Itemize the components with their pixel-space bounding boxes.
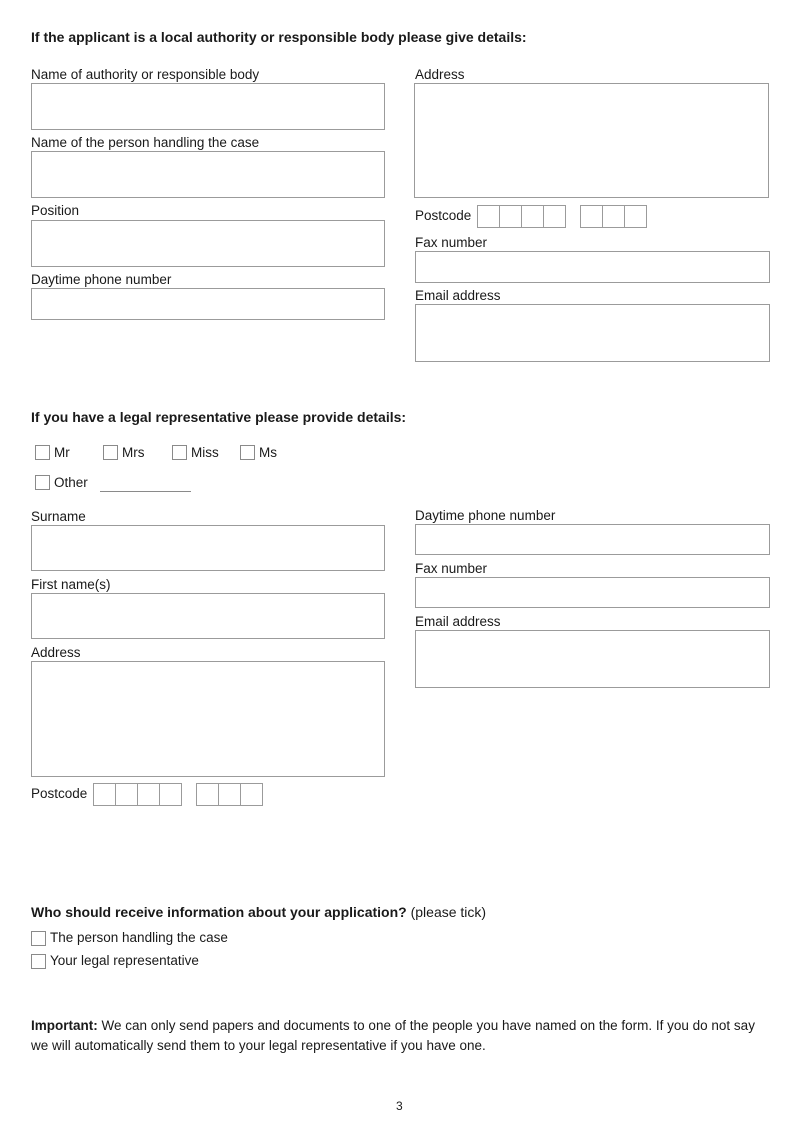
- rep-surname-label: Surname: [31, 509, 86, 524]
- rep-postcode-outward-cells[interactable]: [93, 783, 182, 806]
- rep-phone-label: Daytime phone number: [415, 508, 556, 523]
- postcode-cell[interactable]: [543, 205, 566, 228]
- recipient-case-handler-checkbox[interactable]: [31, 931, 46, 946]
- postcode-cell[interactable]: [477, 205, 500, 228]
- rep-fax-field[interactable]: [415, 577, 770, 608]
- applicant-phone-label: Daytime phone number: [31, 272, 172, 287]
- rep-email-label: Email address: [415, 614, 501, 629]
- recipient-heading-note: (please tick): [410, 904, 487, 920]
- postcode-cell[interactable]: [137, 783, 160, 806]
- title-other-input-line[interactable]: [100, 491, 191, 492]
- rep-firstname-label: First name(s): [31, 577, 111, 592]
- case-handler-name-label: Name of the person handling the case: [31, 135, 260, 150]
- postcode-cell[interactable]: [93, 783, 116, 806]
- rep-firstname-field[interactable]: [31, 593, 385, 639]
- rep-address-field[interactable]: [31, 661, 385, 777]
- title-mr-label: Mr: [54, 445, 70, 460]
- applicant-phone-field[interactable]: [31, 288, 385, 320]
- rep-email-field[interactable]: [415, 630, 770, 688]
- page-number: 3: [396, 1099, 403, 1113]
- important-note: [31, 1016, 761, 1056]
- postcode-cell[interactable]: [499, 205, 522, 228]
- postcode-cell[interactable]: [159, 783, 182, 806]
- section-heading-applicant-body: If the applicant is a local authority or responsible body please give details:: [31, 29, 527, 45]
- title-mrs-checkbox[interactable]: [103, 445, 118, 460]
- rep-fax-label: Fax number: [415, 561, 488, 576]
- title-miss-label: Miss: [191, 445, 219, 460]
- title-ms-checkbox[interactable]: [240, 445, 255, 460]
- postcode-cell[interactable]: [521, 205, 544, 228]
- title-ms-label: Ms: [259, 445, 277, 460]
- important-text: We can only send papers and documents to one of the people you have named on the form. If you do not say we will automatically send them to your legal representative if you have one.: [31, 1018, 755, 1053]
- title-mrs-label: Mrs: [122, 445, 145, 460]
- position-label: Position: [31, 203, 80, 218]
- applicant-address-label: Address: [415, 67, 465, 82]
- title-other-checkbox[interactable]: [35, 475, 50, 490]
- rep-surname-field[interactable]: [31, 525, 385, 571]
- applicant-postcode-outward-cells[interactable]: [477, 205, 566, 228]
- postcode-cell[interactable]: [580, 205, 603, 228]
- authority-name-label: Name of authority or responsible body: [31, 67, 260, 82]
- applicant-email-field[interactable]: [415, 304, 770, 362]
- applicant-postcode-label: Postcode: [415, 208, 472, 223]
- postcode-cell[interactable]: [602, 205, 625, 228]
- title-mr-checkbox[interactable]: [35, 445, 50, 460]
- recipient-legal-rep-checkbox[interactable]: [31, 954, 46, 969]
- recipient-case-handler-label: The person handling the case: [50, 930, 228, 945]
- recipient-legal-rep-label: Your legal representative: [50, 953, 199, 968]
- case-handler-name-field[interactable]: [31, 151, 385, 198]
- authority-name-field[interactable]: [31, 83, 385, 130]
- rep-postcode-label: Postcode: [31, 786, 88, 801]
- important-label: Important:: [31, 1018, 98, 1033]
- postcode-cell[interactable]: [196, 783, 219, 806]
- postcode-cell[interactable]: [218, 783, 241, 806]
- applicant-email-label: Email address: [415, 288, 501, 303]
- section-heading-recipient: [31, 904, 486, 920]
- rep-phone-field[interactable]: [415, 524, 770, 555]
- section-heading-legal-rep: If you have a legal representative please provide details:: [31, 409, 407, 425]
- applicant-address-field[interactable]: [414, 83, 769, 198]
- recipient-heading-text: Who should receive information about your application?: [31, 904, 407, 920]
- position-field[interactable]: [31, 220, 385, 267]
- rep-address-label: Address: [31, 645, 81, 660]
- applicant-fax-label: Fax number: [415, 235, 488, 250]
- postcode-cell[interactable]: [624, 205, 647, 228]
- title-miss-checkbox[interactable]: [172, 445, 187, 460]
- rep-postcode-inward-cells[interactable]: [196, 783, 263, 806]
- postcode-cell[interactable]: [115, 783, 138, 806]
- applicant-fax-field[interactable]: [415, 251, 770, 283]
- title-other-label: Other: [54, 475, 88, 490]
- applicant-postcode-inward-cells[interactable]: [580, 205, 647, 228]
- postcode-cell[interactable]: [240, 783, 263, 806]
